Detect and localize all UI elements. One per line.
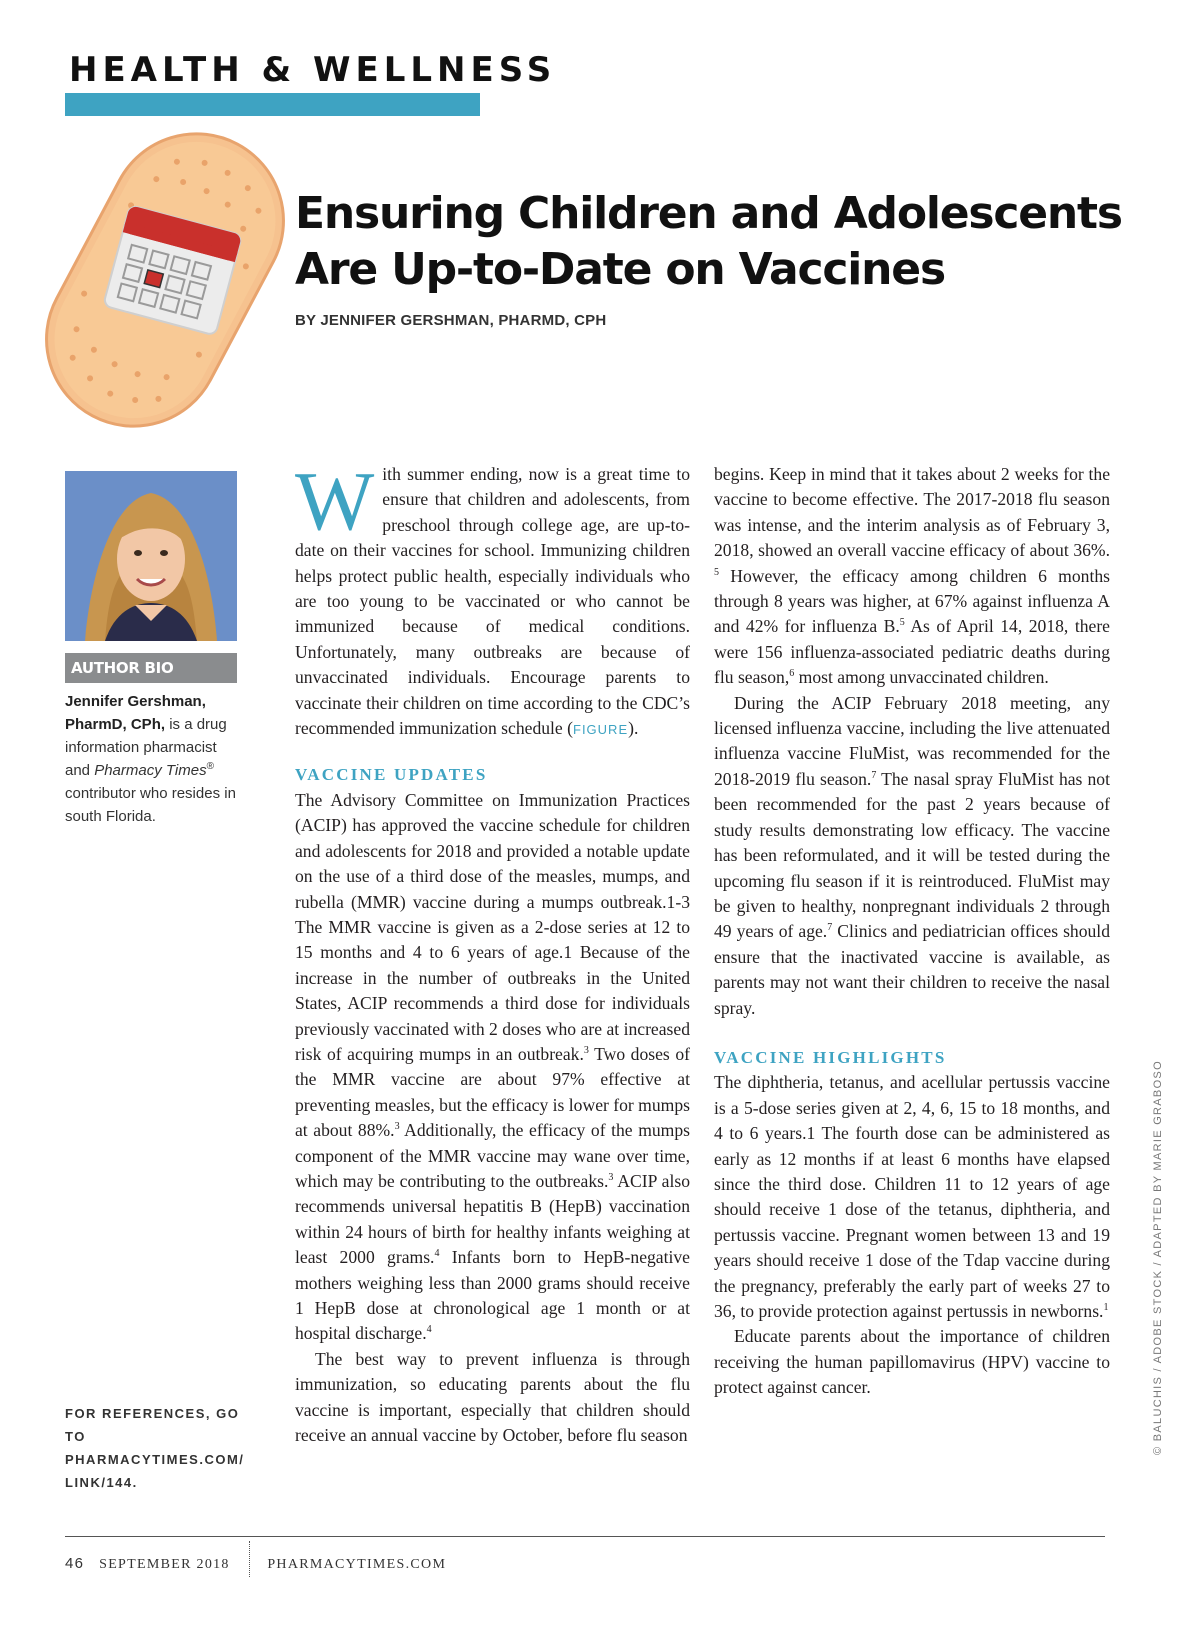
image-credit: © BALUCHIS / ADOBE STOCK / ADAPTED BY MARIE GRABOSO — [1152, 1060, 1164, 1455]
hpv-paragraph: Educate parents about the importance of children receiving the human papillomavirus (HPV) vaccine to protect against cancer. — [714, 1326, 1110, 1398]
subheading-vaccine-updates: VACCINE UPDATES — [295, 765, 488, 785]
article-byline: BY JENNIFER GERSHMAN, PHARMD, CPH — [295, 312, 607, 329]
vaccine-highlights-paragraph: The diphtheria, tetanus, and acellular pertussis vaccine is a 5-dose series given at 2, 4, 6, 15 to 18 months, and 4 to 6 years.1 The fourth dose can be administered as early as 12 months if at least 6 months have elapsed since the third dose. Children 11 to 12 years of age should receive 1 dose of the tetanus, diphtheria, and pertussis vaccine. Pregnant women between 13 and 19 years should receive 1 dose of the Tdap vaccine during the pregnancy, preferably the early part of weeks 27 to 36, to provide protection against pertussis in newborns.$^1$ — [714, 1072, 1110, 1321]
bandage-calendar-illustration — [40, 120, 290, 440]
figure-reference: FIGURE — [573, 722, 629, 738]
footer-rule — [65, 1536, 1105, 1537]
site-name: PHARMACYTIMES.COM — [267, 1557, 447, 1573]
section-heading: HEALTH & WELLNESS — [69, 50, 557, 90]
intro-paragraph: With summer ending, now is a great time to ensure that children and adolescents, from preschool through college age, are up-to-date on their vaccines for school. Immunizing children helps protect public health, especially individuals who are too young to be vaccinated or who cannot be immunized because of medical conditions. Unfortunately, many outbreaks are because of unvaccinated individuals. Encourage parents to vaccinate their children on time according to the CDC’s recommended immunization schedule (FIGURE). — [295, 455, 690, 739]
references-note: FOR REFERENCES, GO TO PHARMACYTIMES.COM/ LINK/144. — [65, 1406, 245, 1490]
drop-cap: W — [295, 455, 375, 548]
article-title-line-1: Ensuring Children and Adolescents — [295, 188, 1122, 239]
article-title — [295, 186, 1155, 298]
influenza-paragraph-continued: begins. Keep in mind that it takes about 2 weeks for the vaccine to become effective. The 2017-2018 flu season was intense, and the interim analysis as of February 3, 2018, showed an overall vaccine efficacy of about 36%. $^5$ However, the efficacy among children 6 months through 8 years was higher, at 67% against influenza A and 42% for influenza B.$^5$ As of April 14, 2018, there were 156 influenza-associated pediatric deaths during flu season,$^6$ most among unvaccinated children. — [714, 464, 1110, 688]
article-column-2 — [714, 462, 1110, 1401]
influenza-paragraph: The best way to prevent influenza is through immunization, so educating parents about the flu vaccine is important, especially that children should receive an annual vaccine by October, before flu season — [295, 1348, 690, 1446]
footer-separator — [249, 1541, 251, 1577]
author-bio-heading: AUTHOR BIO — [65, 653, 237, 683]
acip-flumist-paragraph: During the ACIP February 2018 meeting, any licensed influenza vaccine, including the live attenuated influenza vaccine FluMist, was recommended for the 2018-2019 flu season.$^7$ The nasal spray FluMist has not been recommended for the past 2 years because of study results demonstrating low efficacy. The vaccine has been reformulated, and it will be tested during the upcoming flu season if it is reintroduced. FluMist may be given to healthy, nonpregnant individuals 2 through 49 years of age.$^7$ Clinics and pediatrician offices should ensure that the inactivated vaccine is available, as parents may not want their children to receive the nasal spray. — [714, 692, 1110, 1018]
page-number: 46 — [65, 1555, 85, 1573]
article-title-line-2: Are Up-to-Date on Vaccines — [295, 244, 945, 295]
issue-date: SEPTEMBER 2018 — [99, 1557, 230, 1573]
author-portrait — [65, 471, 237, 641]
subheading-vaccine-highlights: VACCINE HIGHLIGHTS — [714, 1047, 947, 1067]
page-footer — [65, 1553, 446, 1577]
article-column-1 — [295, 455, 690, 1448]
section-accent-bar — [65, 93, 480, 116]
vaccine-updates-paragraph: The Advisory Committee on Immunization Practices (ACIP) has approved the vaccine schedule for children and adolescents for 2018 and provided a notable update on the use of a third dose of the measles, mumps, and rubella (MMR) vaccine during a mumps outbreak.1-3 The MMR vaccine is given as a 2-dose series at 12 to 15 months and 4 to 6 years of age.1 Because of the increase in the number of outbreaks in the United States, ACIP recommends a third dose for individuals previously vaccinated with 2 doses who are at increased risk of acquiring mumps in an outbreak.$^3$ Two doses of the MMR vaccine are about 97% effective at preventing measles, but the efficacy is lower for mumps at about 88%.$^3$ Additionally, the efficacy of the mumps component of the MMR vaccine may wane over time, which may be contributing to the outbreaks.$^3$ ACIP also recommends universal hepatitis B (HepB) vaccination within 24 hours of birth for healthy infants weighing at least 2000 grams.$^4$ Infants born to HepB-negative mothers weighing less than 2000 grams should receive 1 HepB dose at chronological age 1 month or at hospital discharge.$^4$ — [295, 789, 690, 1344]
author-bio: Jennifer Gershman, PharmD, CPh, is a drug information pharmacist and Pharmacy Times® contributor who resides in south Florida. — [65, 693, 236, 825]
